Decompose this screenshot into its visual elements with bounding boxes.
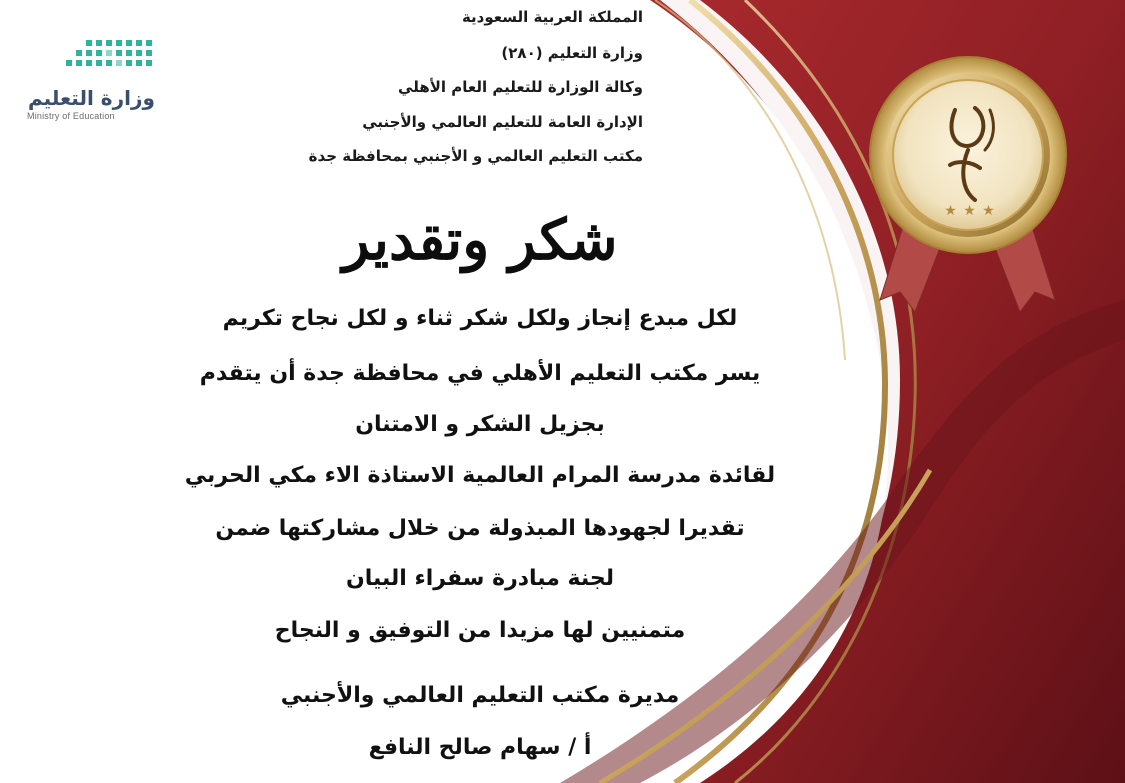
body-line-2: يسر مكتب التعليم الأهلي في محافظة جدة أن يتقدم	[199, 361, 761, 386]
signature-name: أ / سهام صالح النافع	[368, 735, 592, 760]
header-agency: وكالة الوزارة للتعليم العام الأهلي	[398, 78, 643, 96]
header-department: الإدارة العامة للتعليم العالمي والأجنبي	[362, 113, 643, 131]
certificate-title: شكر وتقدير	[342, 207, 618, 273]
header-ministry: وزارة التعليم (٢٨٠)	[501, 44, 643, 62]
body-line-5: تقديرا لجهودها المبذولة من خلال مشاركتها ضمن	[215, 516, 745, 541]
body-line-1: لكل مبدع إنجاز ولكل شكر ثناء و لكل نجاح تكريم	[222, 306, 738, 331]
header-office: مكتب التعليم العالمي و الأجنبي بمحافظة جدة	[308, 147, 643, 165]
signature-title: مديرة مكتب التعليم العالمي والأجنبي	[280, 683, 680, 708]
body-line-3: بجزيل الشكر و الامتنان	[355, 412, 605, 437]
medal-stars-icon: ★ ★ ★	[944, 203, 996, 219]
header-country: المملكة العربية السعودية	[461, 8, 643, 26]
body-line-4: لقائدة مدرسة المرام العالمية الاستاذة الاء مكي الحربي	[184, 463, 776, 488]
body-line-6: لجنة مبادرة سفراء البيان	[346, 566, 614, 591]
body-line-7: متمنيين لها مزيدا من التوفيق و النجاح	[274, 618, 686, 643]
logo-english-text: Ministry of Education	[27, 111, 115, 121]
logo-arabic-text: وزارة التعليم	[28, 86, 155, 110]
